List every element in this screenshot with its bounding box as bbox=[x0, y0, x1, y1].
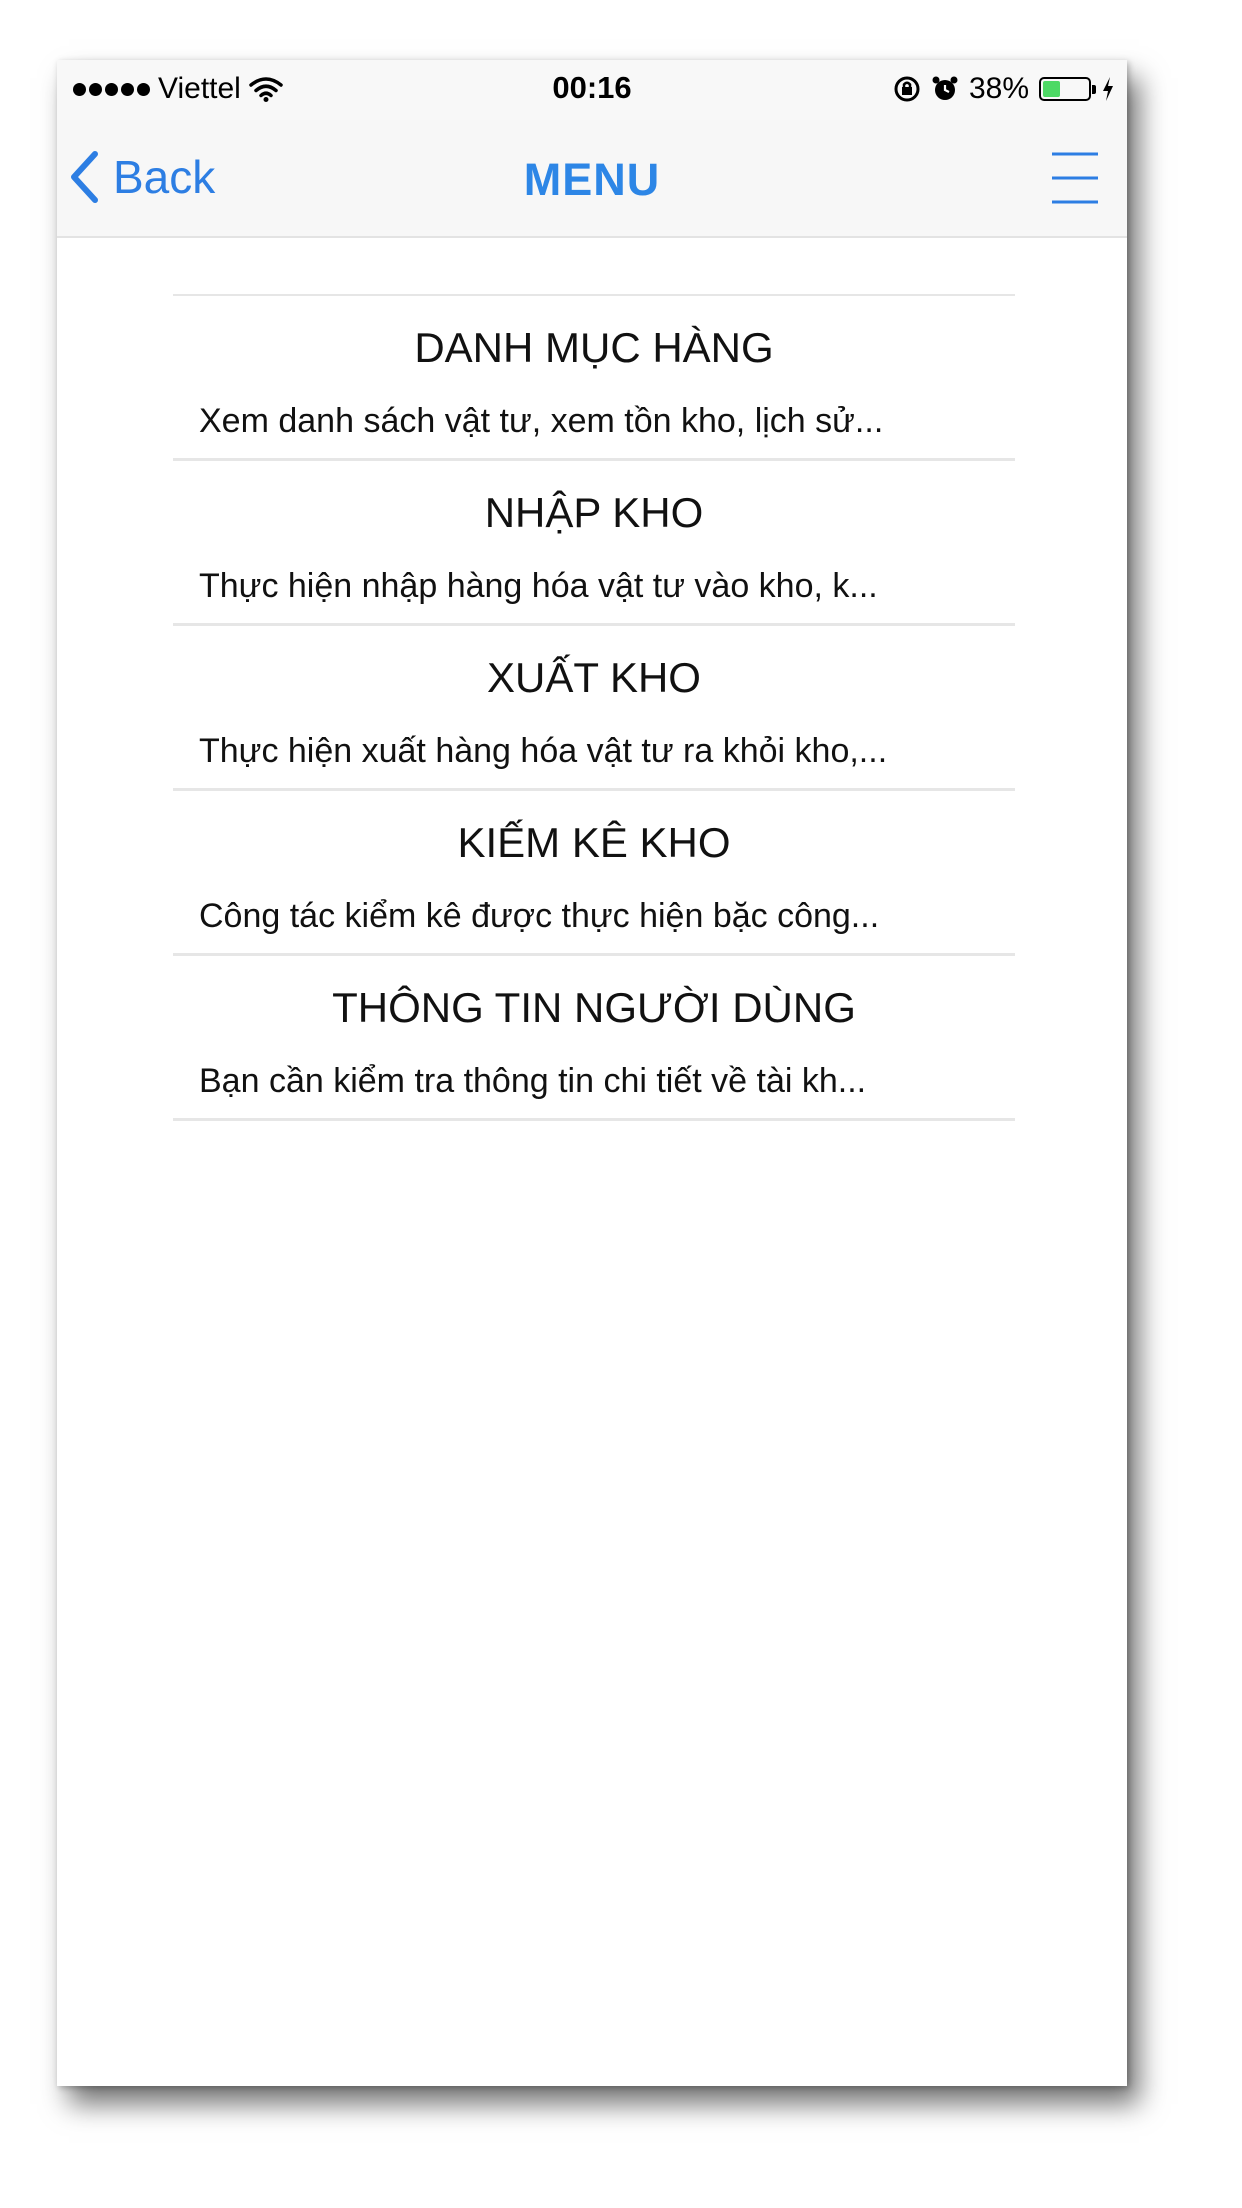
menu-item-description: Bạn cần kiểm tra thông tin chi tiết về tài kh... bbox=[199, 1062, 867, 1100]
orientation-lock-icon bbox=[893, 75, 921, 103]
menu-item-description: Thực hiện nhập hàng hóa vật tư vào kho, k... bbox=[199, 567, 878, 605]
menu-item-title: XUẤT KHO bbox=[487, 654, 701, 701]
alarm-icon bbox=[931, 75, 959, 103]
menu-item-title: DANH MỤC HÀNG bbox=[414, 324, 774, 371]
battery-fill bbox=[1043, 81, 1060, 97]
status-right bbox=[893, 72, 1115, 106]
phone-screen bbox=[57, 60, 1127, 2086]
status-bar bbox=[57, 60, 1127, 120]
charging-icon bbox=[1101, 76, 1115, 102]
menu-item-description: Công tác kiểm kê được thực hiện bặc công... bbox=[199, 897, 880, 935]
back-label: Back bbox=[113, 151, 216, 203]
menu-item-title: KIẾM KÊ KHO bbox=[457, 819, 731, 866]
menu-item-kiem-ke-kho[interactable] bbox=[173, 791, 1015, 956]
menu-item-danh-muc-hang[interactable] bbox=[173, 296, 1015, 461]
battery-icon bbox=[1039, 77, 1091, 101]
menu-item-description: Xem danh sách vật tư, xem tồn kho, lịch sử... bbox=[199, 402, 884, 440]
hamburger-icon bbox=[1051, 150, 1099, 206]
page-title: MENU bbox=[523, 154, 661, 205]
menu-item-thong-tin-nguoi-dung[interactable] bbox=[173, 956, 1015, 1121]
status-time: 00:16 bbox=[552, 70, 632, 105]
menu-item-xuat-kho[interactable] bbox=[173, 626, 1015, 791]
battery-percent: 38% bbox=[968, 72, 1029, 105]
carrier-label: Viettel bbox=[158, 72, 241, 105]
nav-bar bbox=[57, 120, 1127, 238]
menu-list bbox=[173, 294, 1015, 1121]
menu-item-nhap-kho[interactable] bbox=[173, 461, 1015, 626]
menu-item-title: NHẬP KHO bbox=[484, 489, 704, 536]
menu-item-description: Thực hiện xuất hàng hóa vật tư ra khỏi kho,... bbox=[199, 732, 888, 770]
menu-item-title: THÔNG TIN NGƯỜI DÙNG bbox=[332, 984, 856, 1031]
hamburger-menu-button[interactable] bbox=[1051, 150, 1099, 206]
